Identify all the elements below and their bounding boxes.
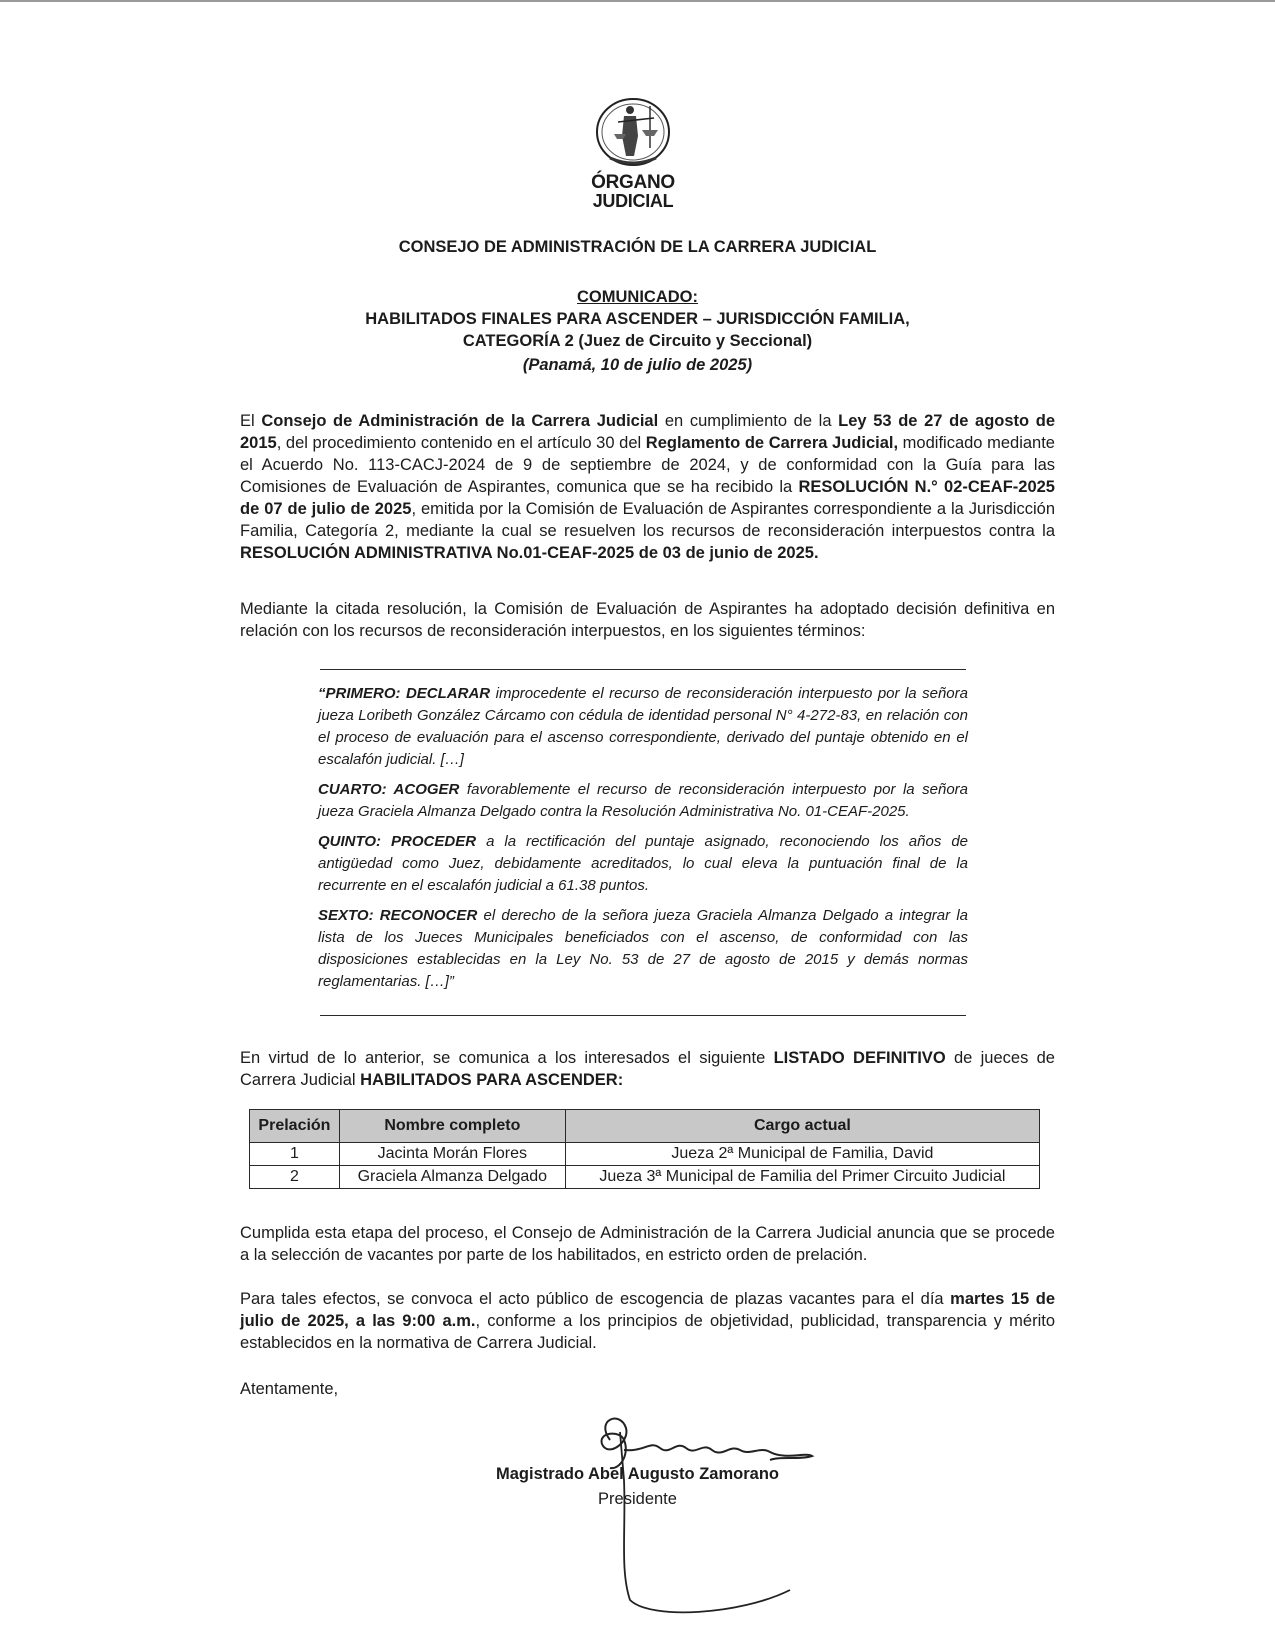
convocatoria-paragraph [240, 1288, 1055, 1354]
logo-line-judicial: JUDICIAL [592, 191, 674, 211]
quote-top-rule [320, 669, 966, 670]
signer-name: Magistrado Abel Augusto Zamorano [496, 1465, 779, 1483]
quote-text: el derecho de la señora jueza Graciela Almanza Delgado a integrar la lista de los Jueces Municipales beneficiados con el ascenso, de conformidad con las disposiciones establecidas en la Ley No. 53 de 27 de agosto de 2015 y demás normas reglamentarias. […]” [318, 907, 968, 990]
bold-text: Ley 53 de 27 de agosto de 2015 [240, 412, 1055, 452]
quote-lead: CUARTO: ACOGER [318, 781, 460, 798]
text: Para tales efectos, se convoca el acto público de escogencia de plazas vacantes para el día [240, 1290, 951, 1308]
cell-prelacion: 1 [250, 1143, 340, 1166]
resolution-quote [318, 683, 968, 1001]
quote-item-primero [318, 683, 968, 771]
seal-icon [592, 96, 674, 172]
text: de jueces de Carrera Judicial [240, 1049, 1055, 1089]
bold-text: Reglamento de Carrera Judicial, [645, 434, 899, 452]
quote-bottom-rule [320, 1015, 966, 1016]
habilitados-table [249, 1109, 1040, 1189]
quote-text: favorablemente el recurso de reconsideración interpuesto por la señora jueza Graciela Almanza Delgado contra la Resolución Administrativa No. 01-CEAF-2025. [318, 781, 969, 820]
place-date: (Panamá, 10 de julio de 2025) [522, 356, 753, 374]
text: en cumplimiento de la [658, 412, 839, 430]
bold-text: LISTADO DEFINITIVO [773, 1049, 946, 1067]
quote-item-quinto [318, 831, 968, 897]
text: , emitida por la Comisión de Evaluación de Aspirantes correspondiente a la Jurisdicción Familia, Categoría 2, mediante la cual se resuelven los recursos de reconsideración interpuestos contra la [240, 500, 1055, 540]
cell-cargo: Jueza 2ª Municipal de Familia, David [565, 1143, 1039, 1166]
quote-text: improcedente el recurso de reconsideración interpuesto por la señora jueza Loribeth González Cárcamo con cédula de identidad personal N° 4-272-83, en relación con el proceso de evaluación para el ascenso correspondiente, derivado del puntaje obtenido en el escalafón judicial. […] [318, 685, 968, 768]
bold-text: HABILITADOS PARA ASCENDER: [360, 1071, 624, 1089]
heading-line-1: HABILITADOS FINALES PARA ASCENDER – JURISDICCIÓN FAMILIA, [365, 310, 910, 328]
cell-nombre: Jacinta Morán Flores [339, 1143, 565, 1166]
bold-text: martes 15 de julio de 2025, a las 9:00 a.m. [240, 1290, 1055, 1330]
intro-paragraph [240, 410, 1055, 564]
text: El [240, 412, 262, 430]
column-header-cargo: Cargo actual [565, 1110, 1039, 1143]
organization-title: CONSEJO DE ADMINISTRACIÓN DE LA CARRERA JUDICIAL [398, 238, 877, 256]
bold-text: Consejo de Administración de la Carrera Judicial [261, 412, 659, 430]
text: En virtud de lo anterior, se comunica a los interesados el siguiente [240, 1049, 774, 1067]
table-row [250, 1143, 1040, 1166]
text: , conforme a los principios de objetividad, publicidad, transparencia y mérito establecidos en la normativa de Carrera Judicial. [240, 1312, 1055, 1352]
quote-lead: “PRIMERO: DECLARAR [318, 685, 491, 702]
quote-item-sexto [318, 905, 968, 993]
signer-role: Presidente [598, 1490, 677, 1508]
quote-item-cuarto [318, 779, 968, 823]
logo-line-organo: ÓRGANO [591, 172, 675, 193]
closing-salutation: Atentamente, [240, 1380, 339, 1398]
quote-lead: QUINTO: PROCEDER [318, 833, 477, 850]
top-border-line [0, 0, 1275, 2]
resolution-paragraph: Mediante la citada resolución, la Comisión de Evaluación de Aspirantes ha adoptado decisión definitiva en relación con los recursos de reconsideración interpuestos, en los siguientes términos: [240, 600, 1055, 640]
text: , del procedimiento contenido en el artículo 30 del [276, 434, 646, 452]
handwritten-signature [590, 1410, 850, 1625]
column-header-prelacion: Prelación [250, 1110, 340, 1143]
heading-line-2: CATEGORÍA 2 (Juez de Circuito y Seccional) [462, 332, 813, 350]
table-row [250, 1166, 1040, 1189]
cell-cargo: Jueza 3ª Municipal de Familia del Primer Circuito Judicial [565, 1166, 1039, 1189]
quote-text: a la rectificación del puntaje asignado, reconociendo los años de antigüedad como Juez, debidamente acreditados, lo cual eleva la puntuación final de la recurrente en el escalafón judicial a 61.38 puntos. [318, 833, 969, 894]
cell-nombre: Graciela Almanza Delgado [339, 1166, 565, 1189]
bold-text: RESOLUCIÓN ADMINISTRATIVA No.01-CEAF-2025 de 03 de junio de 2025. [240, 544, 819, 562]
organo-judicial-logo [578, 96, 688, 211]
quote-lead: SEXTO: RECONOCER [318, 907, 478, 924]
table-header-row [250, 1110, 1040, 1143]
comunicado-label: COMUNICADO: [577, 288, 698, 306]
column-header-nombre: Nombre completo [339, 1110, 565, 1143]
text: modificado mediante el Acuerdo No. 113-CACJ-2024 de 9 de septiembre de 2024, y de conformidad con la Guía para las Comisiones de Evaluación de Aspirantes, comunica que se ha recibido la [240, 434, 1055, 496]
listado-paragraph [240, 1047, 1055, 1091]
cell-prelacion: 2 [250, 1166, 340, 1189]
bold-text: RESOLUCIÓN N.° 02-CEAF-2025 de 07 de julio de 2025 [240, 478, 1055, 518]
selection-paragraph: Cumplida esta etapa del proceso, el Consejo de Administración de la Carrera Judicial anuncia que se procede a la selección de vacantes por parte de los habilitados, en estricto orden de prelación. [240, 1224, 1055, 1264]
